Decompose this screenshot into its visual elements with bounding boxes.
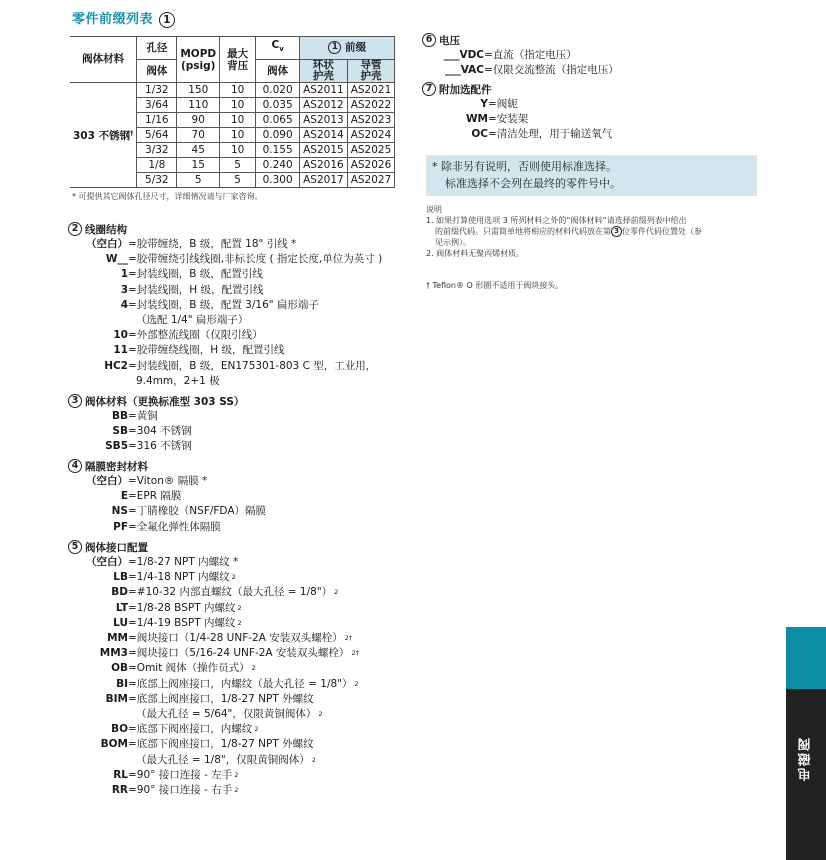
option-description: =1/4-19 BSPT 内螺纹 bbox=[128, 616, 236, 629]
option-description: =Viton® 隔膜 * bbox=[128, 475, 208, 487]
header-mopd-label: MOPD bbox=[180, 47, 217, 60]
option-code: BD bbox=[111, 586, 128, 599]
cell-cv: 0.300 bbox=[256, 173, 300, 188]
section-number-badge: 6 bbox=[422, 33, 436, 47]
material-cell bbox=[70, 83, 137, 188]
note-1-text-b: 位零件代码位置处（参 bbox=[622, 227, 702, 236]
section-title: 阀体材料（更换标准型 303 SS） bbox=[85, 395, 245, 408]
option-list bbox=[68, 237, 382, 389]
option-description: =清洁处理，用于输送氧气 bbox=[488, 128, 613, 141]
section-options bbox=[422, 81, 612, 143]
option-row bbox=[422, 127, 612, 142]
option-description: =底部下阀座接口，1/8-27 NPT 外螺纹 bbox=[128, 738, 314, 751]
section-number-badge: 5 bbox=[68, 540, 82, 554]
cell-ring-prefix: AS2012 bbox=[300, 98, 348, 113]
header-backpressure-label: 背压 bbox=[227, 59, 249, 72]
option-code: PF bbox=[113, 520, 128, 533]
cell-mopd: 150 bbox=[177, 83, 220, 98]
option-row bbox=[68, 722, 359, 737]
option-code: 1 bbox=[120, 268, 128, 281]
option-description: =阀轭 bbox=[488, 98, 518, 110]
side-tab-label: 电磁阀 bbox=[798, 736, 814, 782]
option-row bbox=[68, 424, 244, 439]
cell-orifice: 3/64 bbox=[137, 98, 177, 113]
option-footnote-ref: 2 bbox=[237, 603, 242, 612]
option-description: =1/8-27 NPT 内螺纹 * bbox=[128, 556, 239, 568]
header-ring-label: 环状 bbox=[312, 59, 334, 71]
option-description: =封装线圈，B 级，配置引线 bbox=[128, 268, 263, 281]
option-description: =#10-32 内部直螺纹（最大孔径 = 1/8"） bbox=[128, 586, 333, 599]
section-number-badge: 4 bbox=[68, 459, 82, 473]
option-code: LB bbox=[113, 571, 128, 584]
section-title: 电压 bbox=[439, 34, 460, 47]
material-label: 303 不锈钢 bbox=[73, 130, 131, 142]
header-ring-housing bbox=[300, 60, 348, 83]
cell-conduit-prefix: AS2024 bbox=[347, 128, 395, 143]
cell-orifice: 5/32 bbox=[137, 173, 177, 188]
cell-mopd: 70 bbox=[177, 128, 220, 143]
cell-mopd: 15 bbox=[177, 158, 220, 173]
section-port-config bbox=[68, 539, 359, 798]
option-description: （选配 1/4" 扁形端子） bbox=[136, 314, 249, 327]
note-1: 1. 如果打算使用选项 3 所列材料之外的“阀体材料”请选择前缀列表中给出 bbox=[426, 216, 687, 225]
option-row bbox=[68, 601, 359, 616]
cell-ring-prefix: AS2016 bbox=[300, 158, 348, 173]
option-description: =黄铜 bbox=[128, 410, 158, 422]
option-description: =安装架 bbox=[488, 113, 529, 126]
note-1-cont bbox=[426, 226, 758, 237]
section-coil bbox=[68, 221, 382, 389]
cell-orifice: 1/32 bbox=[137, 83, 177, 98]
option-code: MM3 bbox=[99, 647, 128, 660]
section-heading bbox=[68, 458, 266, 474]
cell-conduit-prefix: AS2022 bbox=[347, 98, 395, 113]
option-description: =底部下阀座接口，内螺纹 bbox=[128, 723, 253, 736]
header-max-backpressure bbox=[220, 37, 256, 83]
cell-backpressure: 10 bbox=[220, 83, 256, 98]
section-title: 线圈结构 bbox=[85, 223, 127, 236]
option-description: =1/4-18 NPT 内螺纹 bbox=[128, 571, 230, 584]
option-description: =封装线圈，H 级，配置引线 bbox=[128, 283, 264, 296]
option-row bbox=[68, 328, 382, 343]
header-conduit-label2: 护壳 bbox=[360, 70, 382, 82]
option-description: =封装线圈，B 级，EN175301-803 C 型，工业用， bbox=[128, 359, 377, 372]
cell-ring-prefix: AS2014 bbox=[300, 128, 348, 143]
option-row bbox=[68, 343, 382, 358]
option-code: W__ bbox=[105, 253, 128, 266]
header-cv-sub: v bbox=[279, 45, 284, 54]
option-footnote-ref: 2 bbox=[234, 786, 239, 795]
header-prefix bbox=[300, 37, 395, 60]
option-row bbox=[68, 267, 382, 282]
option-code: BI bbox=[116, 677, 128, 690]
option-row bbox=[68, 298, 382, 313]
note-line-1: * 除非另有说明，否则使用标准选择。 bbox=[432, 160, 617, 173]
header-orifice-body: 阀体 bbox=[137, 60, 177, 83]
option-code bbox=[68, 753, 128, 768]
option-code: ___VAC bbox=[445, 64, 484, 77]
option-description: =胶带缠绕线圈，H 级，配置引线 bbox=[128, 344, 285, 357]
header-conduit-housing bbox=[347, 60, 395, 83]
option-description: =底部上阀座接口，内螺纹（最大孔径 = 1/8"） bbox=[128, 677, 353, 690]
title-number-badge: 1 bbox=[159, 12, 175, 28]
cell-backpressure: 10 bbox=[220, 128, 256, 143]
option-row bbox=[68, 753, 359, 768]
section-voltage bbox=[422, 32, 619, 78]
prefix-table bbox=[70, 36, 395, 188]
option-row bbox=[68, 520, 266, 535]
option-code: LT bbox=[115, 601, 128, 614]
option-description: 9.4mm，2+1 极 bbox=[136, 374, 220, 387]
option-code: BIM bbox=[105, 692, 128, 705]
option-code: WM bbox=[465, 113, 488, 126]
cell-orifice: 1/8 bbox=[137, 158, 177, 173]
notes-block bbox=[426, 204, 758, 259]
side-tab-accent bbox=[786, 627, 826, 689]
option-footnote-ref: 2 bbox=[254, 725, 259, 734]
option-description: =全氟化弹性体隔膜 bbox=[128, 520, 221, 533]
cell-conduit-prefix: AS2027 bbox=[347, 173, 395, 188]
option-row bbox=[68, 707, 359, 722]
option-row bbox=[68, 646, 359, 661]
option-code: BOM bbox=[100, 738, 128, 751]
option-code: HC2 bbox=[104, 359, 128, 372]
section-number-badge: 3 bbox=[68, 394, 82, 408]
section-heading bbox=[422, 81, 612, 97]
option-description: =EPR 隔膜 bbox=[128, 490, 182, 503]
header-prefix-label: 前缀 bbox=[345, 41, 367, 54]
option-row bbox=[68, 737, 359, 752]
cell-orifice: 5/64 bbox=[137, 128, 177, 143]
section-heading bbox=[422, 32, 619, 48]
option-code: OC bbox=[471, 128, 488, 141]
option-row bbox=[68, 585, 359, 600]
cell-orifice: 3/32 bbox=[137, 143, 177, 158]
option-code: 4 bbox=[120, 298, 128, 311]
cell-mopd: 110 bbox=[177, 98, 220, 113]
option-code: SB5 bbox=[105, 440, 128, 453]
option-footnote-ref: 2 bbox=[354, 679, 359, 688]
option-row bbox=[68, 504, 266, 519]
option-code: MM bbox=[107, 632, 128, 645]
option-row bbox=[68, 555, 359, 570]
standard-selection-note bbox=[426, 155, 757, 196]
option-row bbox=[68, 616, 359, 631]
header-cv-label: C bbox=[271, 39, 280, 52]
option-description: （最大孔径 = 1/8"，仅限黄铜阀体） bbox=[136, 753, 310, 766]
option-list bbox=[68, 409, 244, 455]
option-row bbox=[68, 631, 359, 646]
option-footnote-ref: 2 bbox=[334, 588, 339, 597]
cell-cv: 0.020 bbox=[256, 83, 300, 98]
header-mopd-unit: (psig) bbox=[180, 59, 216, 72]
option-row bbox=[68, 661, 359, 676]
note-line-2: 标准选择不会列在最终的零件号中。 bbox=[445, 177, 621, 190]
option-footnote-ref: 2 bbox=[231, 573, 236, 582]
option-code: RR bbox=[111, 784, 128, 797]
teflon-note: † Teflon® O 形圈不适用于阀块接头。 bbox=[426, 281, 564, 290]
option-description: =封装线圈，B 级，配置 3/16" 扁形端子 bbox=[128, 298, 319, 311]
section-title: 附加选配件 bbox=[439, 83, 492, 96]
option-code bbox=[68, 374, 128, 389]
option-list bbox=[68, 474, 266, 535]
option-description: =阀块接口（5/16-24 UNF-2A 安装双头螺栓） bbox=[128, 647, 350, 660]
table-footnote: * 可提供其它阀体孔径尺寸，详细情况请与厂家咨询。 bbox=[72, 192, 263, 201]
cell-conduit-prefix: AS2023 bbox=[347, 113, 395, 128]
option-description: =胶带缠绕引线线圈,非标长度 ( 指定长度,单位为英寸 ) bbox=[128, 253, 383, 266]
option-code: ___VDC bbox=[443, 49, 484, 61]
section-title: 隔膜密封材料 bbox=[85, 460, 148, 473]
title-text: 零件前缀列表 bbox=[72, 12, 154, 27]
option-code: BO bbox=[111, 723, 128, 736]
option-code: NS bbox=[111, 505, 128, 518]
option-code: 3 bbox=[120, 283, 128, 296]
option-footnote-ref: 2 bbox=[234, 770, 239, 779]
header-max-label: 最大 bbox=[227, 47, 249, 60]
cell-cv: 0.090 bbox=[256, 128, 300, 143]
cell-backpressure: 5 bbox=[220, 158, 256, 173]
option-code: SB bbox=[112, 425, 128, 438]
option-description: =底部上阀座接口，1/8-27 NPT 外螺纹 bbox=[128, 692, 314, 705]
option-description: =90° 接口连接 - 左手 bbox=[128, 768, 233, 781]
option-code: Y bbox=[480, 98, 488, 110]
option-row bbox=[68, 692, 359, 707]
option-footnote-ref: 2 bbox=[251, 664, 256, 673]
option-footnote-ref: 2 bbox=[311, 755, 316, 764]
option-row bbox=[68, 783, 359, 798]
cell-conduit-prefix: AS2025 bbox=[347, 143, 395, 158]
option-row bbox=[68, 677, 359, 692]
option-list bbox=[422, 48, 619, 78]
option-footnote-ref: 2† bbox=[351, 649, 359, 658]
option-code: RL bbox=[113, 768, 128, 781]
header-conduit-label: 导管 bbox=[360, 59, 382, 71]
option-code: OB bbox=[111, 662, 128, 675]
cell-backpressure: 5 bbox=[220, 173, 256, 188]
notes-heading: 说明 bbox=[426, 205, 442, 214]
cell-backpressure: 10 bbox=[220, 113, 256, 128]
option-footnote-ref: 2 bbox=[318, 710, 323, 719]
option-code: 11 bbox=[113, 344, 128, 357]
header-prefix-badge: 1 bbox=[328, 41, 341, 54]
option-code: E bbox=[120, 490, 128, 503]
cell-cv: 0.065 bbox=[256, 113, 300, 128]
option-row bbox=[68, 474, 266, 489]
header-cv bbox=[256, 37, 300, 60]
option-row bbox=[422, 97, 612, 112]
cell-ring-prefix: AS2017 bbox=[300, 173, 348, 188]
cell-conduit-prefix: AS2021 bbox=[347, 83, 395, 98]
header-ring-label2: 护壳 bbox=[312, 70, 334, 82]
table-row bbox=[70, 83, 395, 98]
section-heading bbox=[68, 539, 359, 555]
option-code: 10 bbox=[113, 329, 128, 342]
option-row bbox=[68, 768, 359, 783]
option-list bbox=[422, 97, 612, 143]
option-description: =304 不锈钢 bbox=[128, 425, 192, 438]
cell-mopd: 5 bbox=[177, 173, 220, 188]
option-description: =外部整流线圈（仅限引线） bbox=[128, 329, 263, 342]
cell-mopd: 45 bbox=[177, 143, 220, 158]
option-row bbox=[68, 409, 244, 424]
option-row bbox=[422, 48, 619, 63]
header-orifice: 孔径 bbox=[137, 37, 177, 60]
section-heading bbox=[68, 221, 382, 237]
option-row bbox=[68, 313, 382, 328]
option-description: =90° 接口连接 - 右手 bbox=[128, 784, 233, 797]
option-row bbox=[68, 252, 382, 267]
header-body-material: 阀体材料 bbox=[70, 37, 137, 83]
option-row bbox=[68, 489, 266, 504]
note-1-end: 见示例）。 bbox=[435, 238, 471, 247]
option-description: （最大孔径 = 5/64"，仅限黄铜阀体） bbox=[136, 708, 317, 721]
option-footnote-ref: 2 bbox=[237, 618, 242, 627]
cell-cv: 0.240 bbox=[256, 158, 300, 173]
cell-backpressure: 10 bbox=[220, 98, 256, 113]
option-footnote-ref: 2† bbox=[344, 634, 353, 643]
note-2: 2. 阀体材料无聚丙烯材质。 bbox=[426, 249, 525, 258]
option-row bbox=[68, 439, 244, 454]
option-code: LU bbox=[113, 616, 128, 629]
option-code: BB bbox=[111, 410, 128, 422]
cell-conduit-prefix: AS2026 bbox=[347, 158, 395, 173]
option-description: =直流（指定电压） bbox=[484, 49, 577, 61]
option-row bbox=[68, 570, 359, 585]
cell-orifice: 1/16 bbox=[137, 113, 177, 128]
note-1-badge: 3 bbox=[611, 226, 622, 237]
cell-ring-prefix: AS2015 bbox=[300, 143, 348, 158]
option-list bbox=[68, 555, 359, 798]
option-row bbox=[68, 359, 382, 374]
option-code: （空白） bbox=[86, 556, 128, 568]
option-code bbox=[68, 313, 128, 328]
option-description: =胶带缠绕，B 级，配置 18" 引线 * bbox=[128, 238, 297, 250]
option-description: =1/8-28 BSPT 内螺纹 bbox=[128, 601, 236, 614]
option-row bbox=[68, 374, 382, 389]
option-description: =316 不锈钢 bbox=[128, 440, 192, 453]
option-description: =仅限交流整流（指定电压） bbox=[484, 64, 619, 77]
cell-cv: 0.035 bbox=[256, 98, 300, 113]
section-diaphragm bbox=[68, 458, 266, 535]
option-code bbox=[68, 707, 128, 722]
section-body-material bbox=[68, 393, 244, 455]
note-1-text-a: 的前缀代码。只需简单地将相应的材料代码放在第 bbox=[435, 227, 611, 236]
option-description: =丁腈橡胶（NSF/FDA）隔膜 bbox=[128, 505, 267, 518]
page-title bbox=[72, 8, 175, 28]
header-mopd bbox=[177, 37, 220, 83]
option-row bbox=[68, 283, 382, 298]
option-row bbox=[68, 237, 382, 252]
option-description: =阀块接口（1/4-28 UNF-2A 安装双头螺栓） bbox=[128, 632, 343, 645]
section-title: 阀体接口配置 bbox=[85, 541, 148, 554]
option-description: =Omit 阀体（操作员式） bbox=[128, 662, 250, 675]
section-heading bbox=[68, 393, 244, 409]
header-cv-body: 阀体 bbox=[256, 60, 300, 83]
cell-ring-prefix: AS2013 bbox=[300, 113, 348, 128]
option-code: （空白） bbox=[86, 475, 128, 487]
section-number-badge: 2 bbox=[68, 222, 82, 236]
option-code: （空白） bbox=[86, 238, 128, 250]
cell-cv: 0.155 bbox=[256, 143, 300, 158]
section-number-badge: 7 bbox=[422, 82, 436, 96]
side-tab bbox=[786, 689, 826, 860]
cell-mopd: 90 bbox=[177, 113, 220, 128]
cell-backpressure: 10 bbox=[220, 143, 256, 158]
material-sup: † bbox=[130, 129, 134, 137]
cell-ring-prefix: AS2011 bbox=[300, 83, 348, 98]
option-row bbox=[422, 63, 619, 78]
option-row bbox=[422, 112, 612, 127]
